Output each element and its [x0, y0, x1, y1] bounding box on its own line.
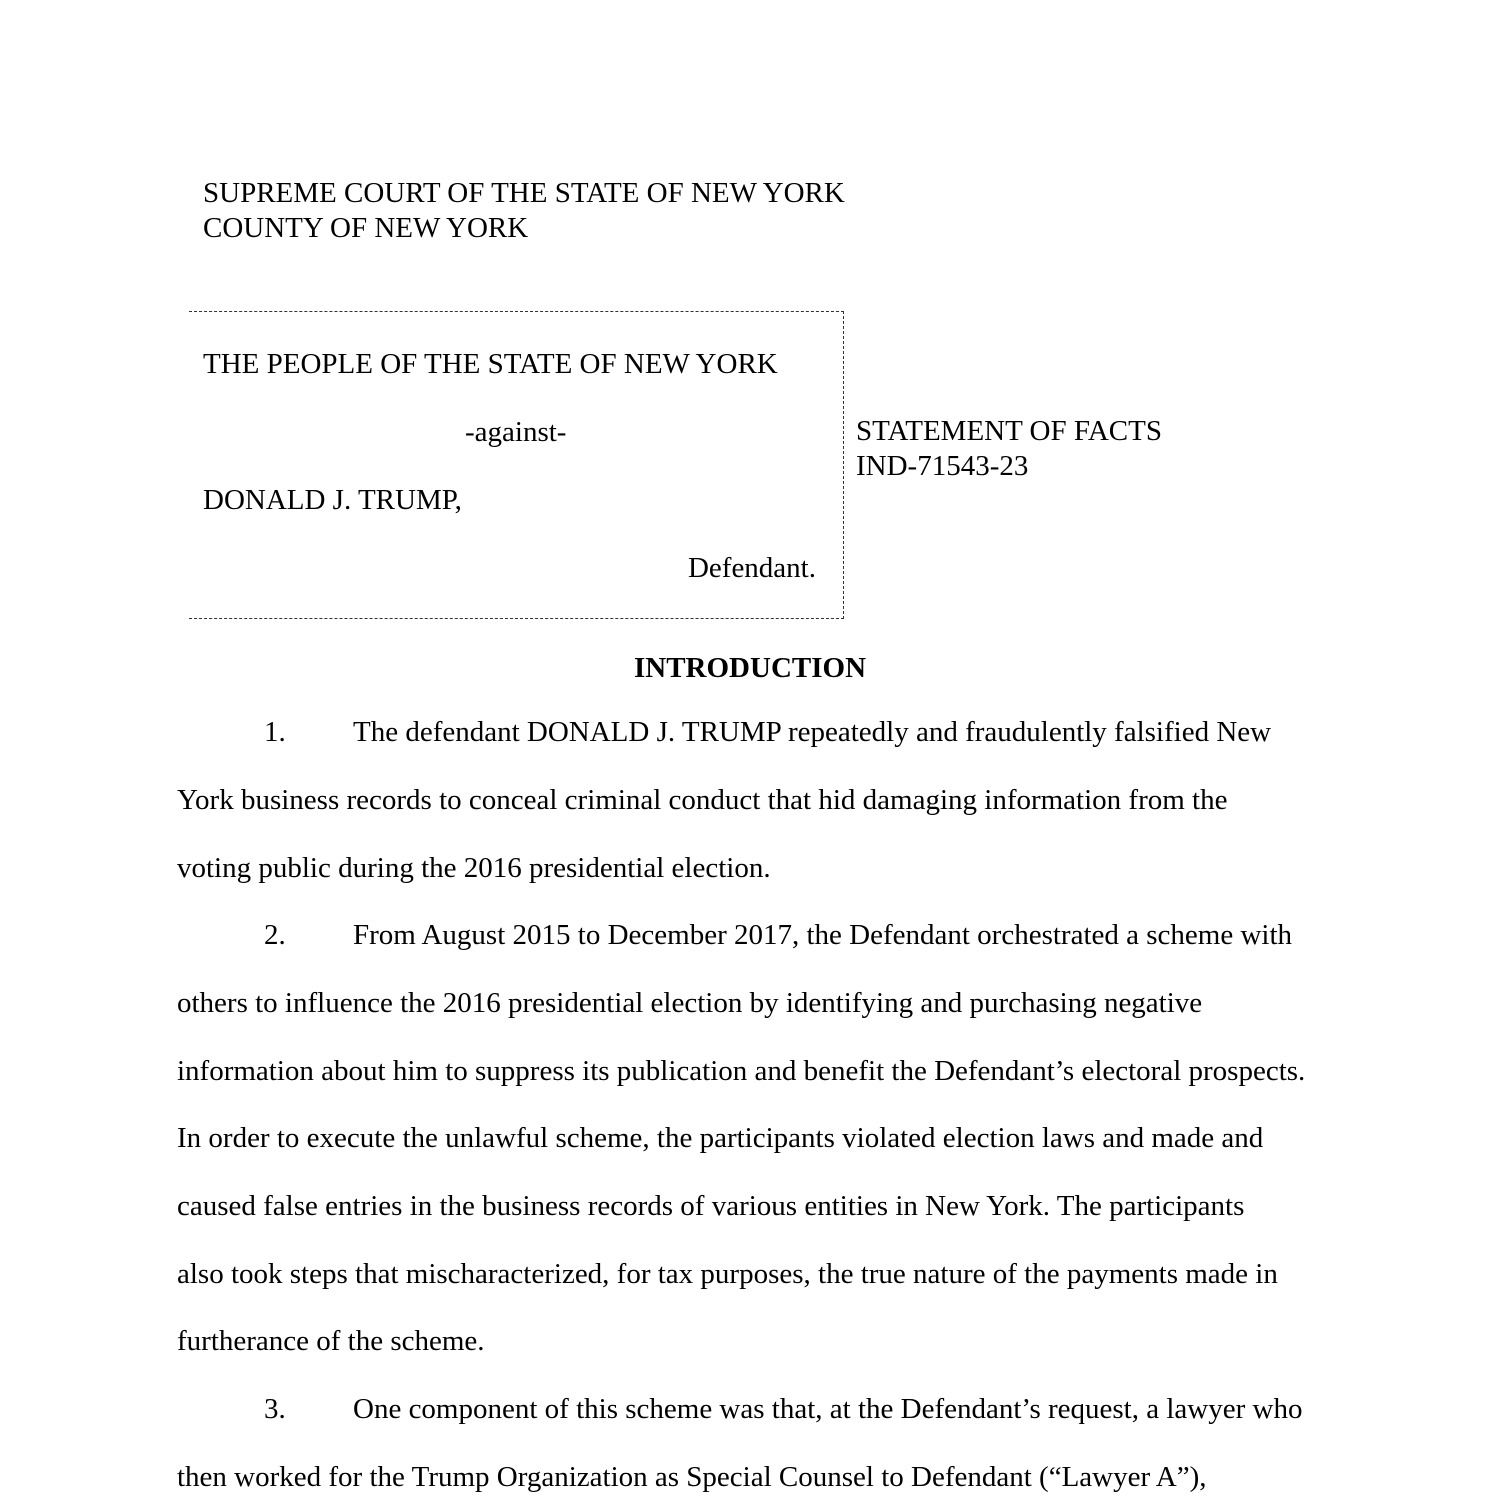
- plaintiff-name: THE PEOPLE OF THE STATE OF NEW YORK: [203, 348, 778, 380]
- paragraph-line: information about him to suppress its publication and benefit the Defendant’s electoral prospects.: [177, 1055, 1306, 1087]
- paragraph-line: The defendant DONALD J. TRUMP repeatedly and fraudulently falsified New: [353, 716, 1272, 748]
- section-heading-introduction: INTRODUCTION: [633, 652, 867, 684]
- paragraph-line: others to influence the 2016 presidential election by identifying and purchasing negative: [177, 987, 1203, 1019]
- county-name: COUNTY OF NEW YORK: [203, 212, 529, 244]
- paragraph-line: In order to execute the unlawful scheme, the participants violated election laws and made and: [177, 1122, 1264, 1154]
- paragraph-line: voting public during the 2016 presidential election.: [177, 852, 771, 884]
- court-header: [203, 176, 845, 246]
- paragraph-line: furtherance of the scheme.: [177, 1325, 485, 1357]
- paragraph-line: also took steps that mischaracterized, for tax purposes, the true nature of the payments made in: [177, 1258, 1278, 1290]
- paragraph-line: then worked for the Trump Organization as Special Counsel to Defendant (“Lawyer A”),: [177, 1461, 1207, 1493]
- paragraph-line: caused false entries in the business records of various entities in New York. The participants: [177, 1190, 1245, 1222]
- case-caption-box: [189, 311, 844, 619]
- defendant-label: Defendant.: [687, 552, 816, 584]
- paragraph-number: 1.: [264, 716, 286, 748]
- indictment-number: IND-71543-23: [856, 450, 1029, 482]
- document-title: STATEMENT OF FACTS: [856, 415, 1162, 447]
- paragraph-line: One component of this scheme was that, at the Defendant’s request, a lawyer who: [353, 1393, 1303, 1425]
- versus-label: -against-: [465, 416, 567, 448]
- defendant-name: DONALD J. TRUMP,: [203, 484, 462, 516]
- paragraph-number: 3.: [264, 1393, 286, 1425]
- paragraph-number: 2.: [264, 919, 286, 951]
- paragraph-line: York business records to conceal criminal conduct that hid damaging information from the: [177, 784, 1228, 816]
- paragraph-line: From August 2015 to December 2017, the Defendant orchestrated a scheme with: [353, 919, 1293, 951]
- document-title-block: [856, 414, 1162, 484]
- court-name: SUPREME COURT OF THE STATE OF NEW YORK: [203, 177, 845, 209]
